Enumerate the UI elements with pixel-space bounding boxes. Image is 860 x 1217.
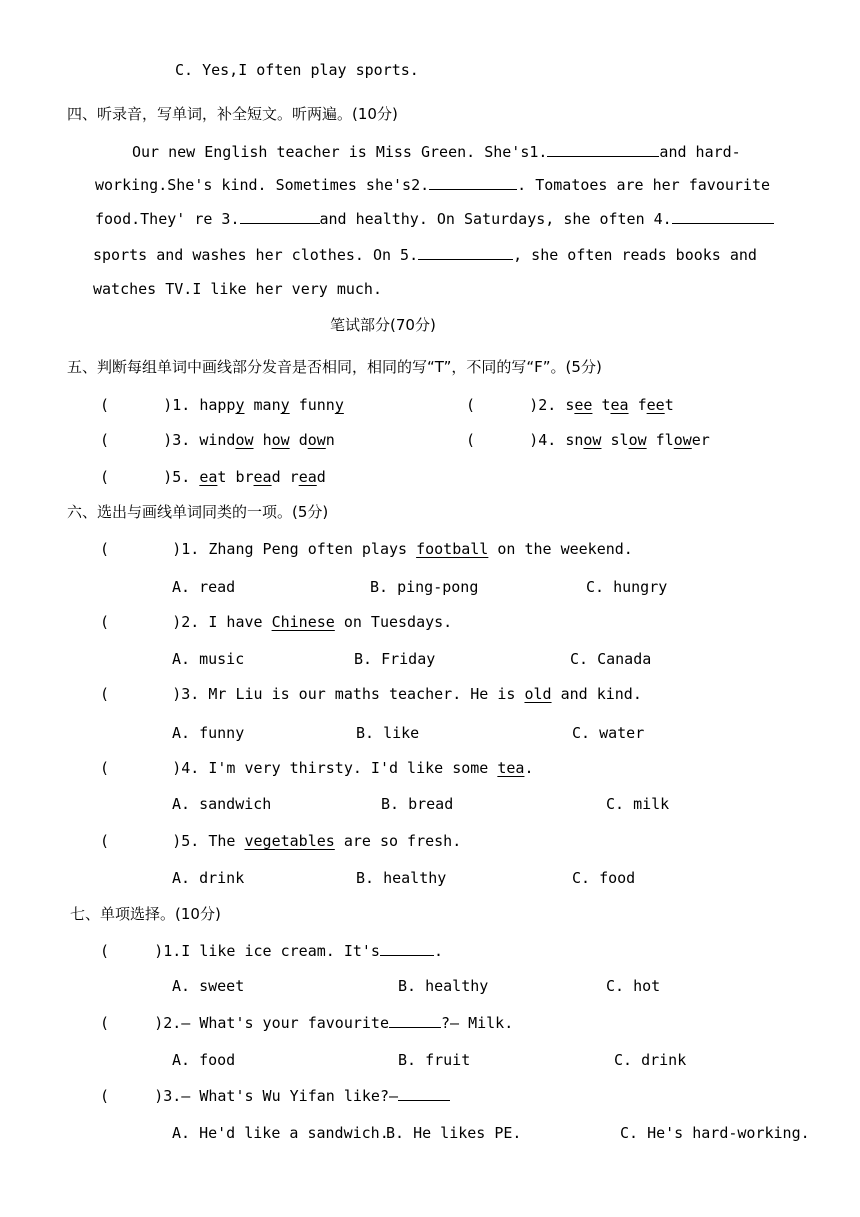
underlined-letters: ow xyxy=(271,431,290,449)
question-text: Mr Liu is our maths teacher. He is xyxy=(208,685,525,703)
question-row xyxy=(100,831,461,851)
answer-paren[interactable]: ( xyxy=(100,685,173,703)
section-7-title: 七、单项选择。(10分) xyxy=(70,905,221,923)
underlined-letters: ow xyxy=(583,431,602,449)
underlined-word: vegetables xyxy=(244,832,335,850)
underlined-letters: ow xyxy=(307,431,326,449)
option-c-prev: C. Yes,I often play sports. xyxy=(175,61,419,79)
word-part: man xyxy=(253,396,281,414)
option-b[interactable]: B. healthy xyxy=(398,977,489,995)
underlined-letters: ee xyxy=(646,396,665,414)
pronunciation-item xyxy=(100,395,344,415)
passage-text: Our new English teacher is Miss Green. She's1. xyxy=(132,143,548,161)
word-part: t xyxy=(664,396,674,414)
question-number: )5. xyxy=(172,832,209,850)
blank-2[interactable] xyxy=(429,175,517,190)
word-part: t xyxy=(217,468,236,486)
question-row xyxy=(100,684,642,704)
question-row xyxy=(100,1086,450,1106)
underlined-letters: y xyxy=(334,396,344,414)
word-part xyxy=(290,431,299,449)
question-number: )2. xyxy=(154,1014,182,1032)
blank-3[interactable] xyxy=(240,209,320,224)
word-part: r xyxy=(289,468,299,486)
question-text: Zhang Peng often plays xyxy=(208,540,417,558)
question-text: on the weekend. xyxy=(488,540,633,558)
answer-blank[interactable] xyxy=(380,941,434,956)
question-text: and kind. xyxy=(551,685,642,703)
word-part: h xyxy=(262,431,272,449)
word-part: d xyxy=(298,431,308,449)
underlined-letters: ow xyxy=(235,431,254,449)
passage-text: . Tomatoes are her favourite xyxy=(517,176,771,194)
question-text: — What's your favourite xyxy=(181,1014,389,1032)
passage-text: and hard- xyxy=(659,143,741,161)
question-text: ?— Milk. xyxy=(441,1014,514,1032)
option-a[interactable]: A. sandwich xyxy=(172,795,272,813)
word-part: d xyxy=(271,468,290,486)
word-part xyxy=(601,431,610,449)
answer-paren[interactable]: ( xyxy=(100,540,173,558)
answer-paren-open[interactable]: ( xyxy=(466,431,530,449)
item-number: )5. xyxy=(163,468,200,486)
word-part xyxy=(629,396,638,414)
question-number: )1. xyxy=(154,942,182,960)
pronunciation-item xyxy=(466,395,674,415)
answer-blank[interactable] xyxy=(389,1013,441,1028)
answer-paren-open[interactable]: ( xyxy=(100,396,164,414)
question-row xyxy=(100,758,533,778)
question-text: . xyxy=(433,942,443,960)
passage-text: working.She's kind. Sometimes she's2. xyxy=(95,176,430,194)
option-b[interactable]: B. bread xyxy=(381,795,454,813)
passage-text: food.They' re 3. xyxy=(95,210,240,228)
passage-line-2 xyxy=(95,175,770,195)
word-part: funn xyxy=(298,396,335,414)
word-part: t xyxy=(601,396,611,414)
option-b[interactable]: B. Friday xyxy=(354,650,436,668)
passage-line-1 xyxy=(132,142,741,162)
underlined-letters: ea xyxy=(298,468,317,486)
question-number: )4. xyxy=(172,759,209,777)
underlined-letters: ow xyxy=(673,431,692,449)
option-c[interactable]: C. Canada xyxy=(570,650,652,668)
question-text: — What's Wu Yifan like?— xyxy=(181,1087,399,1105)
word-part xyxy=(245,396,254,414)
underlined-letters: ee xyxy=(574,396,593,414)
word-part: br xyxy=(235,468,254,486)
underlined-letters: ow xyxy=(628,431,647,449)
word-part xyxy=(647,431,656,449)
underlined-word: Chinese xyxy=(271,613,335,631)
item-number: )3. xyxy=(163,431,200,449)
question-number: )1. xyxy=(172,540,209,558)
pronunciation-item xyxy=(100,430,335,450)
option-c[interactable]: C. drink xyxy=(614,1051,687,1069)
option-a[interactable]: A. music xyxy=(172,650,245,668)
passage-line-5: watches TV.I like her very much. xyxy=(93,280,382,298)
word-part: d xyxy=(316,468,326,486)
question-row xyxy=(100,1013,513,1033)
underlined-word: football xyxy=(416,540,489,558)
question-text: I have xyxy=(208,613,272,631)
passage-line-4 xyxy=(93,245,757,265)
option-b[interactable]: B. healthy xyxy=(356,869,447,887)
item-number: )1. xyxy=(163,396,200,414)
option-b[interactable]: B. like xyxy=(356,724,420,742)
question-text: The xyxy=(208,832,245,850)
option-b[interactable]: B. He likes PE. xyxy=(386,1124,522,1142)
pronunciation-item xyxy=(466,430,710,450)
question-text: I'm very thirsty. I'd like some xyxy=(208,759,498,777)
question-row xyxy=(100,941,443,961)
blank-1[interactable] xyxy=(547,142,659,157)
written-part-title: 笔试部分(70分) xyxy=(330,316,436,334)
answer-paren-open[interactable]: ( xyxy=(100,431,164,449)
section-4-title: 四、听录音，写单词，补全短文。听两遍。(10分) xyxy=(67,105,398,123)
word-part: sl xyxy=(610,431,629,449)
blank-4[interactable] xyxy=(672,209,774,224)
underlined-letters: ea xyxy=(610,396,629,414)
blank-5[interactable] xyxy=(418,245,513,260)
underlined-letters: ea xyxy=(199,468,218,486)
word-part: wind xyxy=(199,431,236,449)
passage-line-3 xyxy=(95,209,774,229)
option-c[interactable]: C. hot xyxy=(606,977,661,995)
section-6-title: 六、选出与画线单词同类的一项。(5分) xyxy=(67,503,329,521)
option-a[interactable]: A. read xyxy=(172,578,236,596)
underlined-word: tea xyxy=(497,759,525,777)
option-c[interactable]: C. food xyxy=(572,869,636,887)
answer-paren-open[interactable]: ( xyxy=(466,396,530,414)
option-a[interactable]: A. food xyxy=(172,1051,236,1069)
word-part xyxy=(290,396,299,414)
passage-text: sports and washes her clothes. On 5. xyxy=(93,246,419,264)
question-number: )3. xyxy=(172,685,209,703)
word-part: er xyxy=(691,431,710,449)
word-part: f xyxy=(637,396,647,414)
answer-paren[interactable]: ( xyxy=(100,1014,155,1032)
answer-blank[interactable] xyxy=(398,1086,450,1101)
option-b[interactable]: B. fruit xyxy=(398,1051,471,1069)
underlined-letters: y xyxy=(235,396,245,414)
option-c[interactable]: C. milk xyxy=(606,795,670,813)
underlined-letters: y xyxy=(280,396,290,414)
passage-text: and healthy. On Saturdays, she often 4. xyxy=(319,210,672,228)
item-number: )4. xyxy=(529,431,566,449)
word-part: happ xyxy=(199,396,236,414)
answer-paren[interactable]: ( xyxy=(100,613,173,631)
option-a[interactable]: A. sweet xyxy=(172,977,245,995)
option-a[interactable]: A. drink xyxy=(172,869,245,887)
question-text: I like ice cream. It's xyxy=(181,942,380,960)
answer-paren[interactable]: ( xyxy=(100,1087,155,1105)
passage-text: , she often reads books and xyxy=(513,246,757,264)
word-part: fl xyxy=(655,431,674,449)
option-c[interactable]: C. hungry xyxy=(586,578,668,596)
word-part: sn xyxy=(565,431,584,449)
underlined-word: old xyxy=(524,685,552,703)
question-text: on Tuesdays. xyxy=(334,613,453,631)
answer-paren[interactable]: ( xyxy=(100,832,173,850)
option-b[interactable]: B. ping-pong xyxy=(370,578,479,596)
answer-paren[interactable]: ( xyxy=(100,942,155,960)
section-5-title: 五、判断每组单词中画线部分发音是否相同，相同的写“T”，不同的写“F”。(5分) xyxy=(67,358,602,376)
option-a[interactable]: A. He'd like a sandwich. xyxy=(172,1124,389,1142)
answer-paren-open[interactable]: ( xyxy=(100,468,164,486)
answer-paren[interactable]: ( xyxy=(100,759,173,777)
option-a[interactable]: A. funny xyxy=(172,724,245,742)
question-text: are so fresh. xyxy=(334,832,462,850)
question-number: )2. xyxy=(172,613,209,631)
question-row xyxy=(100,612,452,632)
item-number: )2. xyxy=(529,396,566,414)
option-c[interactable]: C. He's hard-working. xyxy=(620,1124,810,1142)
option-c[interactable]: C. water xyxy=(572,724,645,742)
question-text: . xyxy=(524,759,534,777)
pronunciation-item xyxy=(100,467,326,487)
underlined-letters: ea xyxy=(253,468,272,486)
word-part xyxy=(254,431,263,449)
question-number: )3. xyxy=(154,1087,182,1105)
question-row xyxy=(100,539,633,559)
word-part: n xyxy=(325,431,335,449)
word-part: s xyxy=(565,396,575,414)
